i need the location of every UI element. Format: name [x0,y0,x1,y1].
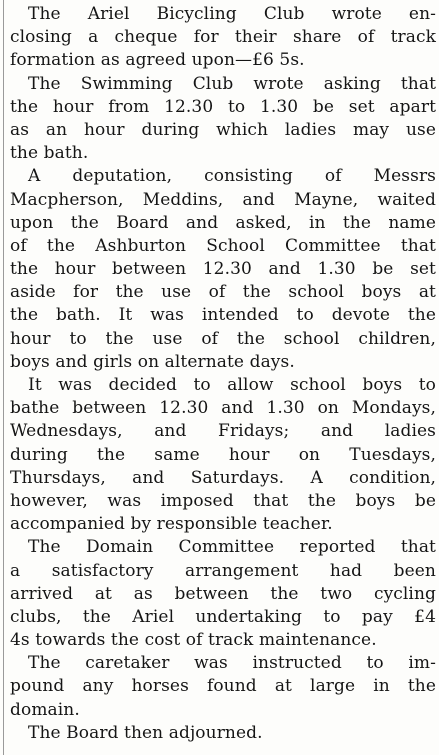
text-line: The caretaker was instructed to im- [28,653,436,674]
text-line: hour to the use of the school children, [10,328,436,349]
text-line: during the same hour on Tuesdays, [10,444,436,465]
text-line: of the Ashburton School Committee that [10,235,436,256]
paragraph-deputation [10,165,436,374]
paragraph-swimming-club [10,73,436,166]
text-line: Thursdays, and Saturdays. A condition, [10,467,436,488]
text-line: The Board then adjourned. [28,722,263,743]
paragraph-bicycling-club [10,3,436,73]
text-line: The Ariel Bicycling Club wrote en- [28,4,436,24]
text-line: the bath. [10,143,89,164]
text-line: Wednesdays, and Fridays; and ladies [10,421,436,442]
text-line: Macpherson, Meddins, and Mayne, waited [10,189,436,210]
paragraph-domain-committee [10,536,436,652]
text-line: the hour between 12.30 and 1.30 be set [10,259,436,280]
text-line: pound any horses found at large in the [10,676,436,697]
text-line: The Domain Committee reported that [28,537,436,558]
text-line: upon the Board and asked, in the name [10,212,436,233]
text-line: the hour from 12.30 to 1.30 be set apart [10,96,436,117]
text-line: A deputation, consisting of Messrs [28,166,436,187]
article-body [10,3,436,745]
text-line: boys and girls on alternate days. [10,351,295,372]
text-line: formation as agreed upon—£6 5s. [10,50,305,71]
text-line: the bath. It was intended to devote the [10,305,436,326]
text-line: closing a cheque for their share of track [10,27,436,48]
text-line: bathe between 12.30 and 1.30 on Mondays, [10,398,436,419]
text-line: clubs, the Ariel undertaking to pay £4 [10,606,436,627]
text-line: as an hour during which ladies may use [10,119,436,140]
text-line: arrived at as between the two cycling [10,583,436,604]
text-line: accompanied by responsible teacher. [10,514,333,535]
text-line: a satisfactory arrangement had been [10,560,436,581]
text-line: however, was imposed that the boys be [10,490,436,511]
text-line: It was decided to allow school boys to [28,375,436,395]
text-line: aside for the use of the school boys at [10,282,436,303]
paragraph-decision [10,374,436,536]
paragraph-adjourned [10,722,436,745]
column-rule [3,0,4,755]
text-line: domain. [10,699,80,720]
text-line: The Swimming Club wrote asking that [28,73,436,94]
paragraph-caretaker [10,652,436,722]
text-line: 4s towards the cost of track maintenance. [10,630,377,651]
